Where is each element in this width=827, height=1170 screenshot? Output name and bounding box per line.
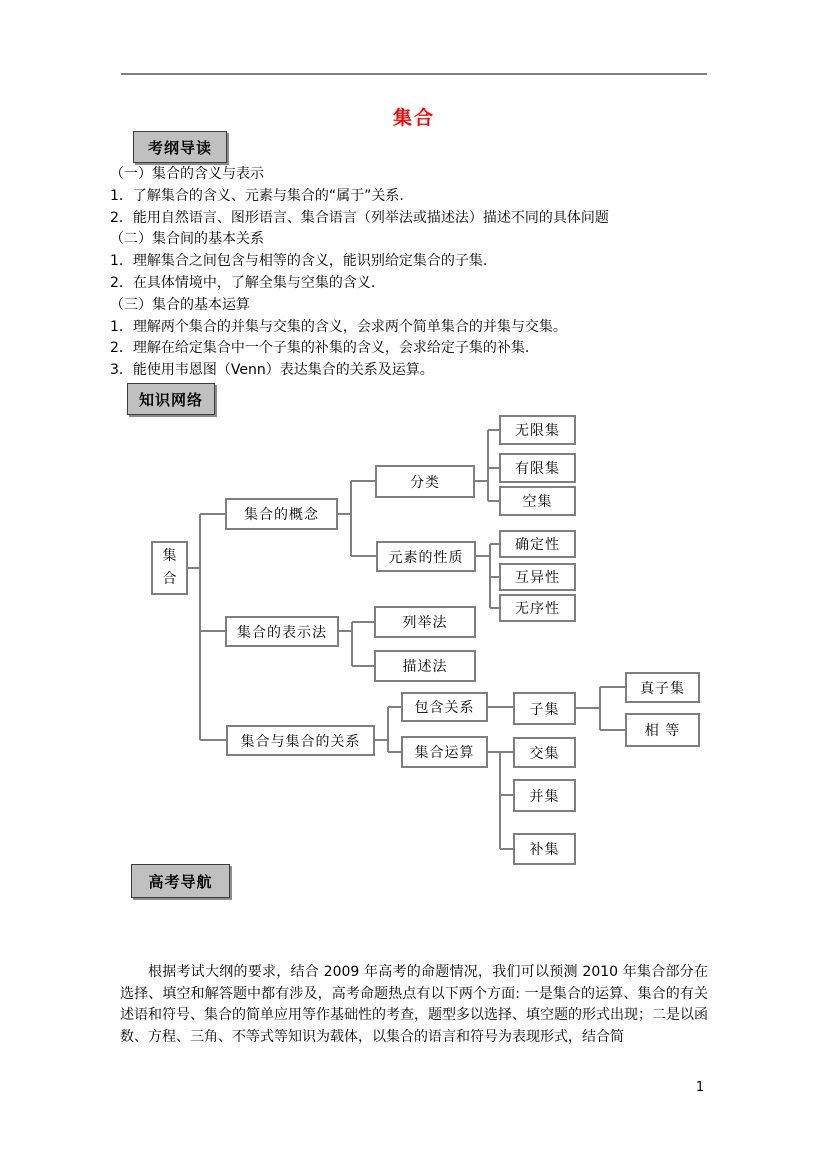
section-tag-exam-outline <box>133 131 227 163</box>
section-tag-label: 知识网络 <box>138 390 203 409</box>
node-classification: 分类 <box>375 465 475 498</box>
section-tag-label: 高考导航 <box>148 872 213 891</box>
exam-navigation-paragraph: 根据考试大纲的要求，结合 2009 年高考的命题情况，我们可以预测 2010 年集合部分在选择、填空和解答题中都有涉及，高考命题热点有以下两个方面: 一是集合的运算、集合的有关述语和符号、集合的简单应用等作基础性的考查，题型多以选择、填空题的形式出现；二是以函数、方程、三角、不等式等知识为载体，以集合的语言和符号为表现形式，结合简 <box>120 964 708 1046</box>
section-tag-knowledge-network <box>127 383 215 415</box>
section-tag-exam-navigation <box>131 864 230 898</box>
node-enumeration-method: 列举法 <box>374 606 476 638</box>
node-set-root <box>151 541 188 595</box>
node-empty-set: 空集 <box>499 486 576 516</box>
outline-line: 3．能使用韦恩图（Venn）表达集合的关系及运算。 <box>110 362 434 379</box>
section-tag-label: 考纲导读 <box>147 138 212 157</box>
node-determinacy: 确定性 <box>499 530 576 558</box>
exam-outline-text <box>110 164 710 382</box>
page-title: 集合 <box>392 107 435 129</box>
node-intersection: 交集 <box>513 737 576 768</box>
node-equal: 相 等 <box>625 713 700 747</box>
outline-line: 2．在具体情境中，了解全集与空集的含义. <box>110 274 376 291</box>
node-set-relations: 集合与集合的关系 <box>226 725 375 756</box>
outline-line: 1．理解两个集合的并集与交集的含义，会求两个简单集合的并集与交集。 <box>110 318 567 335</box>
outline-line: 1．理解集合之间包含与相等的含义，能识别给定集合的子集. <box>110 253 488 270</box>
outline-line: 2．理解在给定集合中一个子集的补集的含义，会求给定子集的补集. <box>110 340 530 357</box>
node-infinite-set: 无限集 <box>499 415 576 445</box>
node-inclusion-relation: 包含关系 <box>401 692 488 722</box>
node-element-properties: 元素的性质 <box>376 541 476 572</box>
node-finite-set: 有限集 <box>499 453 576 483</box>
node-complement: 补集 <box>513 833 576 865</box>
node-proper-subset: 真子集 <box>625 672 700 703</box>
outline-line: （三）集合的基本运算 <box>110 296 250 313</box>
node-union: 并集 <box>513 779 576 812</box>
node-unorderedness: 无序性 <box>499 594 576 622</box>
node-set-concept: 集合的概念 <box>225 498 338 530</box>
outline-line: 2．能用自然语言、图形语言、集合语言（列举法或描述法）描述不同的具体问题 <box>110 209 609 226</box>
outline-line: （一）集合的含义与表示 <box>110 166 264 182</box>
header-divider <box>121 73 707 75</box>
node-description-method: 描述法 <box>374 650 476 682</box>
node-set-operations: 集合运算 <box>401 736 488 768</box>
node-distinctness: 互异性 <box>499 563 576 591</box>
node-label: 集 <box>162 548 177 564</box>
outline-line: 1．了解集合的含义、元素与集合的“属于”关系. <box>110 187 404 204</box>
node-label: 合 <box>162 571 177 587</box>
node-subset: 子集 <box>513 692 576 725</box>
outline-line: （二）集合间的基本关系 <box>110 231 264 248</box>
node-representation: 集合的表示法 <box>225 616 339 647</box>
page-number: 1 <box>695 1080 705 1095</box>
